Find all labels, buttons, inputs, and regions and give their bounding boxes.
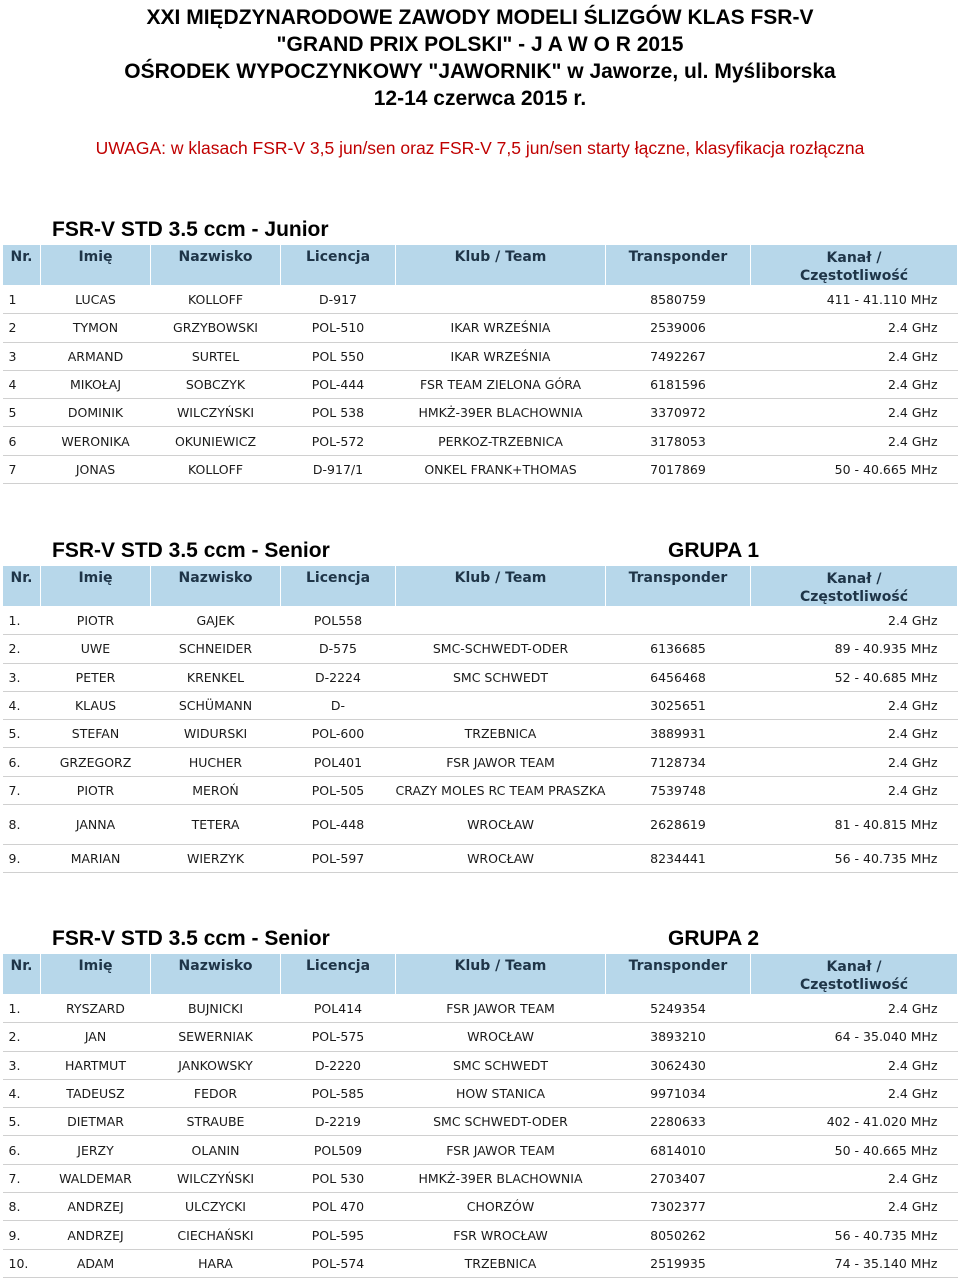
channel: 2.4 GHz	[751, 607, 958, 635]
transponder: 7539748	[606, 776, 751, 804]
column-header-kanal	[751, 245, 958, 286]
table-row	[3, 1164, 958, 1192]
table-row	[3, 720, 958, 748]
row-number: 2	[3, 314, 41, 342]
club: CHORZÓW	[396, 1193, 606, 1221]
table-row	[3, 314, 958, 342]
transponder: 3889931	[606, 720, 751, 748]
row-number: 4.	[3, 691, 41, 719]
table-row	[3, 748, 958, 776]
row-number: 1.	[3, 607, 41, 635]
row-number: 9.	[3, 1221, 41, 1249]
row-number: 5.	[3, 1108, 41, 1136]
column-header-transponder: Transponder	[606, 245, 751, 286]
row-number: 7.	[3, 1164, 41, 1192]
table-header-row	[3, 566, 958, 607]
transponder: 7128734	[606, 748, 751, 776]
row-number: 1	[3, 286, 41, 314]
first-name: STEFAN	[41, 720, 151, 748]
license: D-	[281, 691, 396, 719]
channel: 2.4 GHz	[751, 691, 958, 719]
club: HMKŻ-39ER BLACHOWNIA	[396, 1164, 606, 1192]
last-name: SURTEL	[151, 342, 281, 370]
section-heading	[0, 539, 960, 565]
club: SMC SCHWEDT-ODER	[396, 1108, 606, 1136]
club	[396, 286, 606, 314]
transponder: 2628619	[606, 805, 751, 845]
first-name: JONAS	[41, 455, 151, 483]
document-header	[0, 4, 960, 112]
table-row	[3, 845, 958, 873]
license: POL-574	[281, 1249, 396, 1277]
transponder: 6136685	[606, 635, 751, 663]
last-name: MEROŃ	[151, 776, 281, 804]
license: POL-585	[281, 1079, 396, 1107]
first-name: MIKOŁAJ	[41, 370, 151, 398]
club: HOW STANICA	[396, 1079, 606, 1107]
row-number: 4	[3, 370, 41, 398]
club: WROCŁAW	[396, 805, 606, 845]
table-row	[3, 995, 958, 1023]
table-row	[3, 1136, 958, 1164]
license: POL-600	[281, 720, 396, 748]
row-number: 8.	[3, 1193, 41, 1221]
first-name: JANNA	[41, 805, 151, 845]
table-row	[3, 286, 958, 314]
last-name: ULCZYCKI	[151, 1193, 281, 1221]
first-name: PIOTR	[41, 776, 151, 804]
row-number: 2.	[3, 1023, 41, 1051]
row-number: 5	[3, 399, 41, 427]
section-group-label: GRUPA 2	[668, 927, 760, 950]
header-line-2: "GRAND PRIX POLSKI" - J A W O R 2015	[276, 33, 684, 56]
channel: 2.4 GHz	[751, 342, 958, 370]
license: POL-597	[281, 845, 396, 873]
section-title: FSR-V STD 3.5 ccm - Junior	[52, 218, 329, 241]
table-row	[3, 1051, 958, 1079]
channel: 56 - 40.735 MHz	[751, 845, 958, 873]
last-name: WILCZYŃSKI	[151, 399, 281, 427]
first-name: TYMON	[41, 314, 151, 342]
transponder: 8580759	[606, 286, 751, 314]
channel: 2.4 GHz	[751, 1079, 958, 1107]
results-table	[2, 953, 958, 1278]
channel: 89 - 40.935 MHz	[751, 635, 958, 663]
license: POL-448	[281, 805, 396, 845]
channel: 2.4 GHz	[751, 399, 958, 427]
transponder: 3062430	[606, 1051, 751, 1079]
row-number: 9.	[3, 845, 41, 873]
club: WROCŁAW	[396, 1023, 606, 1051]
club: FSR TEAM ZIELONA GÓRA	[396, 370, 606, 398]
license: D-2220	[281, 1051, 396, 1079]
channel: 2.4 GHz	[751, 720, 958, 748]
table-row	[3, 1108, 958, 1136]
channel: 2.4 GHz	[751, 1193, 958, 1221]
license: D-575	[281, 635, 396, 663]
transponder: 3178053	[606, 427, 751, 455]
first-name: HARTMUT	[41, 1051, 151, 1079]
column-header-kanal-line-1: Kanał /	[826, 571, 882, 587]
license: POL401	[281, 748, 396, 776]
column-header-kanal	[751, 954, 958, 995]
first-name: DIETMAR	[41, 1108, 151, 1136]
last-name: WILCZYŃSKI	[151, 1164, 281, 1192]
license: D-2224	[281, 663, 396, 691]
club: TRZEBNICA	[396, 720, 606, 748]
row-number: 6.	[3, 1136, 41, 1164]
column-header-transponder: Transponder	[606, 954, 751, 995]
channel: 2.4 GHz	[751, 1164, 958, 1192]
club: CRAZY MOLES RC TEAM PRASZKA	[396, 776, 606, 804]
first-name: ANDRZEJ	[41, 1221, 151, 1249]
table-row	[3, 776, 958, 804]
last-name: KOLLOFF	[151, 455, 281, 483]
last-name: WIERZYK	[151, 845, 281, 873]
column-header-nr: Nr.	[3, 954, 41, 995]
transponder: 5249354	[606, 995, 751, 1023]
channel: 64 - 35.040 MHz	[751, 1023, 958, 1051]
first-name: RYSZARD	[41, 995, 151, 1023]
section-junior	[0, 218, 960, 484]
first-name: WERONIKA	[41, 427, 151, 455]
last-name: SCHÜMANN	[151, 691, 281, 719]
club	[396, 607, 606, 635]
transponder: 8234441	[606, 845, 751, 873]
last-name: JANKOWSKY	[151, 1051, 281, 1079]
row-number: 6.	[3, 748, 41, 776]
row-number: 7	[3, 455, 41, 483]
table-row	[3, 1079, 958, 1107]
club: SMC-SCHWEDT-ODER	[396, 635, 606, 663]
row-number: 1.	[3, 995, 41, 1023]
section-heading	[0, 218, 960, 244]
section-heading	[0, 927, 960, 953]
transponder: 7492267	[606, 342, 751, 370]
section-title: FSR-V STD 3.5 ccm - Senior	[52, 539, 330, 562]
club: WROCŁAW	[396, 845, 606, 873]
section-senior-group-1	[0, 539, 960, 873]
club: IKAR WRZEŚNIA	[396, 314, 606, 342]
transponder: 6814010	[606, 1136, 751, 1164]
table-row	[3, 805, 958, 845]
column-header-kanal-line-1: Kanał /	[826, 959, 882, 975]
row-number: 2.	[3, 635, 41, 663]
first-name: PIOTR	[41, 607, 151, 635]
channel: 56 - 40.735 MHz	[751, 1221, 958, 1249]
club: SMC SCHWEDT	[396, 663, 606, 691]
first-name: KLAUS	[41, 691, 151, 719]
last-name: OLANIN	[151, 1136, 281, 1164]
column-header-imie: Imię	[41, 566, 151, 607]
row-number: 3.	[3, 1051, 41, 1079]
header-line-1: XXI MIĘDZYNARODOWE ZAWODY MODELI ŚLIZGÓW KLAS FSR-V	[146, 6, 814, 29]
channel: 2.4 GHz	[751, 314, 958, 342]
channel: 74 - 35.140 MHz	[751, 1249, 958, 1277]
club: FSR JAWOR TEAM	[396, 995, 606, 1023]
license: POL-595	[281, 1221, 396, 1249]
column-header-nr: Nr.	[3, 245, 41, 286]
license: D-917	[281, 286, 396, 314]
first-name: LUCAS	[41, 286, 151, 314]
last-name: SOBCZYK	[151, 370, 281, 398]
table-row	[3, 691, 958, 719]
club: FSR JAWOR TEAM	[396, 1136, 606, 1164]
last-name: HUCHER	[151, 748, 281, 776]
column-header-klub: Klub / Team	[396, 245, 606, 286]
column-header-imie: Imię	[41, 954, 151, 995]
last-name: BUJNICKI	[151, 995, 281, 1023]
transponder: 8050262	[606, 1221, 751, 1249]
license: POL-575	[281, 1023, 396, 1051]
column-header-transponder: Transponder	[606, 566, 751, 607]
section-title: FSR-V STD 3.5 ccm - Senior	[52, 927, 330, 950]
first-name: ANDRZEJ	[41, 1193, 151, 1221]
last-name: KOLLOFF	[151, 286, 281, 314]
last-name: SCHNEIDER	[151, 635, 281, 663]
club: TRZEBNICA	[396, 1249, 606, 1277]
table-row	[3, 1221, 958, 1249]
license: POL 530	[281, 1164, 396, 1192]
transponder: 2539006	[606, 314, 751, 342]
table-row	[3, 455, 958, 483]
first-name: UWE	[41, 635, 151, 663]
notice-text: UWAGA: w klasach FSR-V 3,5 jun/sen oraz FSR-V 7,5 jun/sen starty łączne, klasyfikacja rozłączna	[95, 138, 865, 158]
channel: 2.4 GHz	[751, 427, 958, 455]
club: SMC SCHWEDT	[396, 1051, 606, 1079]
table-row	[3, 427, 958, 455]
license: POL 538	[281, 399, 396, 427]
table-row	[3, 399, 958, 427]
table-row	[3, 607, 958, 635]
transponder	[606, 607, 751, 635]
results-table	[2, 565, 958, 873]
club: IKAR WRZEŚNIA	[396, 342, 606, 370]
club: HMKŻ-39ER BLACHOWNIA	[396, 399, 606, 427]
results-table	[2, 244, 958, 484]
channel: 50 - 40.665 MHz	[751, 1136, 958, 1164]
column-header-kanal-line-1: Kanał /	[826, 250, 882, 266]
channel: 402 - 41.020 MHz	[751, 1108, 958, 1136]
table-row	[3, 370, 958, 398]
last-name: GAJEK	[151, 607, 281, 635]
table-row	[3, 663, 958, 691]
club	[396, 691, 606, 719]
transponder: 3370972	[606, 399, 751, 427]
first-name: JERZY	[41, 1136, 151, 1164]
row-number: 8.	[3, 805, 41, 845]
table-row	[3, 635, 958, 663]
last-name: STRAUBE	[151, 1108, 281, 1136]
last-name: OKUNIEWICZ	[151, 427, 281, 455]
column-header-nazwisko: Nazwisko	[151, 566, 281, 607]
channel: 2.4 GHz	[751, 1051, 958, 1079]
license: POL509	[281, 1136, 396, 1164]
column-header-kanal-line-2: Częstotliwość	[799, 268, 909, 284]
section-senior-group-2	[0, 927, 960, 1278]
first-name: MARIAN	[41, 845, 151, 873]
header-line-4: 12-14 czerwca 2015 r.	[373, 87, 587, 110]
license: POL414	[281, 995, 396, 1023]
channel: 2.4 GHz	[751, 995, 958, 1023]
first-name: ARMAND	[41, 342, 151, 370]
first-name: DOMINIK	[41, 399, 151, 427]
last-name: WIDURSKI	[151, 720, 281, 748]
transponder: 2703407	[606, 1164, 751, 1192]
row-number: 4.	[3, 1079, 41, 1107]
last-name: CIECHAŃSKI	[151, 1221, 281, 1249]
license: POL-505	[281, 776, 396, 804]
first-name: ADAM	[41, 1249, 151, 1277]
last-name: HARA	[151, 1249, 281, 1277]
last-name: KRENKEL	[151, 663, 281, 691]
column-header-nr: Nr.	[3, 566, 41, 607]
channel: 81 - 40.815 MHz	[751, 805, 958, 845]
license: D-917/1	[281, 455, 396, 483]
row-number: 3.	[3, 663, 41, 691]
column-header-licencja: Licencja	[281, 245, 396, 286]
row-number: 6	[3, 427, 41, 455]
header-line-3: OŚRODEK WYPOCZYNKOWY "JAWORNIK" w Jaworze, ul. Myśliborska	[124, 60, 836, 83]
transponder: 3025651	[606, 691, 751, 719]
club: PERKOZ-TRZEBNICA	[396, 427, 606, 455]
last-name: SEWERNIAK	[151, 1023, 281, 1051]
column-header-licencja: Licencja	[281, 954, 396, 995]
column-header-klub: Klub / Team	[396, 954, 606, 995]
channel: 2.4 GHz	[751, 748, 958, 776]
column-header-kanal	[751, 566, 958, 607]
first-name: WALDEMAR	[41, 1164, 151, 1192]
column-header-kanal-line-2: Częstotliwość	[799, 977, 909, 993]
club: ONKEL FRANK+THOMAS	[396, 455, 606, 483]
license: D-2219	[281, 1108, 396, 1136]
channel: 52 - 40.685 MHz	[751, 663, 958, 691]
license: POL558	[281, 607, 396, 635]
transponder: 9971034	[606, 1079, 751, 1107]
column-header-nazwisko: Nazwisko	[151, 245, 281, 286]
last-name: TETERA	[151, 805, 281, 845]
table-row	[3, 1193, 958, 1221]
table-header-row	[3, 954, 958, 995]
license: POL-572	[281, 427, 396, 455]
transponder: 6456468	[606, 663, 751, 691]
table-row	[3, 1023, 958, 1051]
last-name: FEDOR	[151, 1079, 281, 1107]
row-number: 5.	[3, 720, 41, 748]
column-header-klub: Klub / Team	[396, 566, 606, 607]
transponder: 2519935	[606, 1249, 751, 1277]
transponder: 6181596	[606, 370, 751, 398]
section-group-label: GRUPA 1	[668, 539, 760, 562]
column-header-nazwisko: Nazwisko	[151, 954, 281, 995]
row-number: 10.	[3, 1249, 41, 1277]
first-name: GRZEGORZ	[41, 748, 151, 776]
channel: 2.4 GHz	[751, 776, 958, 804]
column-header-kanal-line-2: Częstotliwość	[799, 589, 909, 605]
table-row	[3, 342, 958, 370]
table-row	[3, 1249, 958, 1277]
row-number: 7.	[3, 776, 41, 804]
license: POL 550	[281, 342, 396, 370]
transponder: 7302377	[606, 1193, 751, 1221]
first-name: JAN	[41, 1023, 151, 1051]
column-header-imie: Imię	[41, 245, 151, 286]
license: POL 470	[281, 1193, 396, 1221]
first-name: PETER	[41, 663, 151, 691]
transponder: 7017869	[606, 455, 751, 483]
column-header-licencja: Licencja	[281, 566, 396, 607]
last-name: GRZYBOWSKI	[151, 314, 281, 342]
channel: 411 - 41.110 MHz	[751, 286, 958, 314]
channel: 50 - 40.665 MHz	[751, 455, 958, 483]
transponder: 3893210	[606, 1023, 751, 1051]
license: POL-510	[281, 314, 396, 342]
table-header-row	[3, 245, 958, 286]
club: FSR WROCŁAW	[396, 1221, 606, 1249]
row-number: 3	[3, 342, 41, 370]
club: FSR JAWOR TEAM	[396, 748, 606, 776]
license: POL-444	[281, 370, 396, 398]
transponder: 2280633	[606, 1108, 751, 1136]
channel: 2.4 GHz	[751, 370, 958, 398]
first-name: TADEUSZ	[41, 1079, 151, 1107]
